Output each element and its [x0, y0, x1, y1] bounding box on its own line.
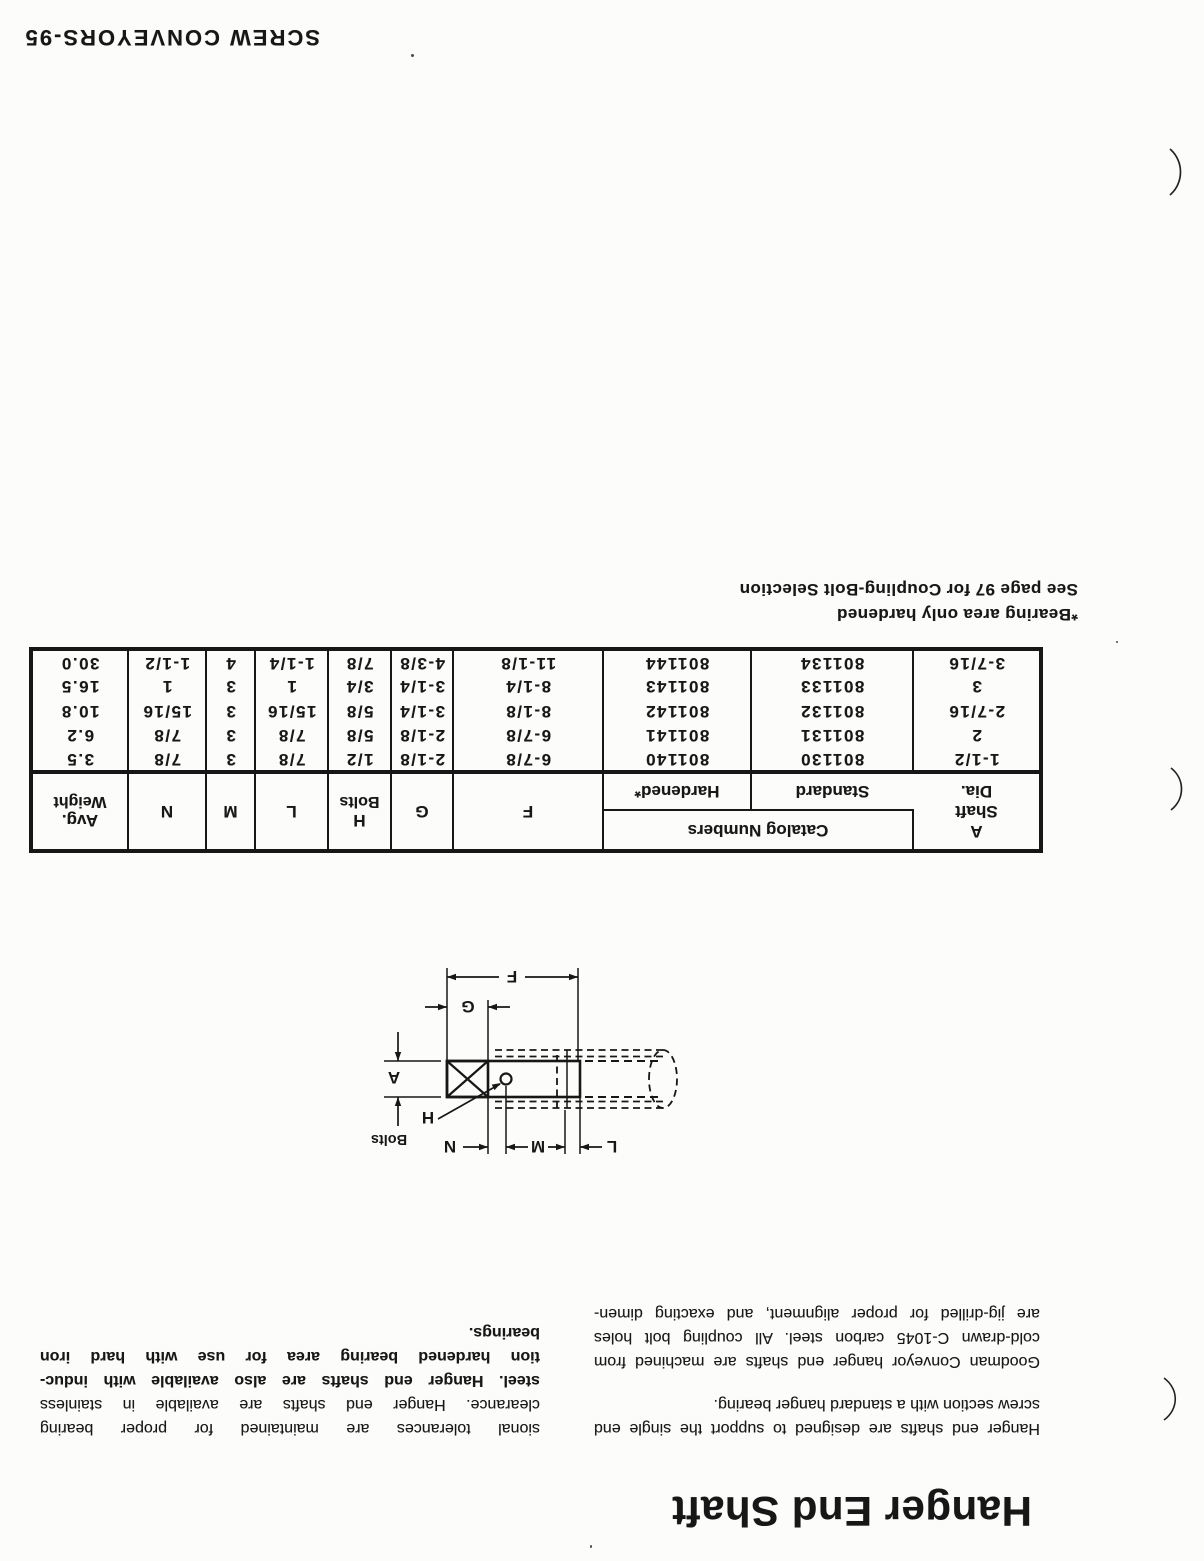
- paragraph-tolerances: [40, 1320, 540, 1440]
- dim-n-label: N: [443, 1137, 457, 1156]
- table-cell: 4-3/8: [391, 650, 453, 675]
- table-row: [31, 723, 1041, 748]
- table-cell: 801131: [751, 723, 913, 748]
- table-cell: 5/8: [328, 723, 391, 748]
- table-cell: 7/8: [255, 748, 328, 773]
- hanger-end-shaft-diagram: [330, 940, 750, 1190]
- col-header-h-bolts: [328, 772, 391, 851]
- dim-h-label: H: [421, 1108, 435, 1127]
- table-cell: 1: [128, 674, 206, 699]
- table-row: [31, 748, 1041, 773]
- table-row: [31, 699, 1041, 724]
- header-stack-line: Dia.: [960, 782, 993, 802]
- dim-f-label: F: [506, 967, 518, 986]
- table-cell: 30.0: [31, 650, 128, 675]
- table-cell: 3: [206, 748, 255, 773]
- spec-table: [29, 648, 1043, 854]
- table-cell: 801134: [751, 650, 913, 675]
- body-text-line: Goodman Conveyor hanger end shafts are machined from: [594, 1353, 1040, 1370]
- header-stack-line: Weight: [53, 793, 107, 811]
- binding-mark: [1159, 1376, 1187, 1422]
- table-cell: 1: [255, 674, 328, 699]
- table-cell: 15/16: [255, 699, 328, 724]
- table-cell: 7/8: [255, 723, 328, 748]
- header-stack-line: H: [353, 811, 366, 831]
- footnote: [739, 577, 1078, 627]
- paragraph-materials: [594, 1301, 1040, 1373]
- col-header-n: N: [128, 772, 206, 851]
- dim-m-label: M: [530, 1137, 546, 1156]
- scan-speck: [590, 1545, 592, 1548]
- binding-mark: [1166, 766, 1192, 812]
- binding-mark: [1165, 147, 1191, 197]
- page-footer: SCREW CONVEYORS-95: [23, 25, 320, 50]
- table-cell: 3-7/16: [947, 653, 1006, 673]
- footnote-line-1: *Bearing area only hardened: [836, 605, 1078, 624]
- table-cell: 2: [971, 726, 982, 746]
- scan-speck: [411, 54, 414, 57]
- table-cell: 7/8: [328, 650, 391, 675]
- col-header-g: G: [391, 772, 453, 851]
- table-cell: 7/8: [128, 748, 206, 773]
- spec-table-body: [31, 650, 1041, 773]
- page-title: Hanger End Shaft: [671, 1488, 1032, 1535]
- dim-l-label: L: [606, 1137, 618, 1156]
- table-cell: 3.5: [31, 748, 128, 773]
- table-cell: 801144: [603, 650, 751, 675]
- body-text-line: steel. Hanger end shafts are also available with induc-: [40, 1372, 540, 1389]
- table-cell: 10.8: [31, 699, 128, 724]
- header-stack-line: Shaft: [955, 802, 998, 822]
- col-header-hardened: Hardened*: [603, 772, 751, 810]
- table-cell: 6-7/8: [453, 748, 603, 773]
- table-cell: 6.2: [31, 723, 128, 748]
- col-header-m: M: [206, 772, 255, 851]
- col-header-l: L: [255, 772, 328, 851]
- col-header-f: F: [453, 772, 603, 851]
- dim-bolts-label: Bolts: [370, 1131, 408, 1147]
- header-stack-line: Avg.: [61, 811, 99, 831]
- body-column-2: [40, 1320, 540, 1440]
- table-cell: 801143: [603, 674, 751, 699]
- table-cell: 801132: [751, 699, 913, 724]
- header-stack-line: A: [970, 822, 983, 842]
- body-text-line: are jig-drilled for proper alignment, and exacting dimen-: [594, 1305, 1040, 1322]
- body-text-line: tion hardened bearing area for use with hard iron: [40, 1348, 540, 1365]
- dim-g-label: G: [461, 997, 475, 1016]
- table-cell: 1-1/4: [255, 650, 328, 675]
- table-cell: 11-1/8: [453, 650, 603, 675]
- col-header-avg-weight: [31, 772, 128, 851]
- body-text-line: bearings.: [468, 1324, 540, 1341]
- table-cell: 3-1/4: [391, 674, 453, 699]
- body-text-line: cold-drawn C-1045 carbon steel. All coupling bolt holes: [594, 1329, 1040, 1346]
- paragraph-intro: [594, 1392, 1040, 1440]
- table-row: [31, 674, 1041, 699]
- body-column-1: [594, 1301, 1040, 1440]
- dim-a-label: A: [387, 1068, 401, 1087]
- table-cell: 3: [206, 699, 255, 724]
- table-row: [31, 650, 1041, 675]
- body-text-line: clearance. Hanger end shafts are available in stainless: [40, 1396, 540, 1413]
- scan-speck: [1116, 641, 1118, 643]
- body-text-line: sional tolerances are maintained for proper bearing: [40, 1420, 540, 1437]
- table-cell: 3-1/4: [391, 699, 453, 724]
- table-cell: 2-7/16: [947, 701, 1006, 721]
- coupling-bolt-hole: [501, 1074, 512, 1085]
- col-header-standard: Standard: [751, 772, 913, 810]
- col-header-catalog-numbers: Catalog Numbers: [603, 810, 913, 851]
- table-cell: 801130: [751, 748, 913, 773]
- table-cell: 1-1/2: [953, 749, 1000, 769]
- screw-pipe-phantom: [493, 1050, 677, 1108]
- table-cell: 801142: [603, 699, 751, 724]
- table-cell: 15/16: [128, 699, 206, 724]
- header-stack-line: Bolts: [339, 793, 380, 811]
- table-cell: 801140: [603, 748, 751, 773]
- table-cell: 801141: [603, 723, 751, 748]
- table-cell: 2-1/8: [391, 723, 453, 748]
- table-cell: 2-1/8: [391, 748, 453, 773]
- table-cell: 7/8: [128, 723, 206, 748]
- table-cell: 5/8: [328, 699, 391, 724]
- table-cell: 3: [206, 723, 255, 748]
- col-header-shaft-dia: [913, 772, 1041, 851]
- table-cell: 801133: [751, 674, 913, 699]
- table-cell: 16.5: [31, 674, 128, 699]
- table-cell: 3/4: [328, 674, 391, 699]
- table-cell: 3: [206, 674, 255, 699]
- table-cell: 1/2: [328, 748, 391, 773]
- table-cell: 8-1/4: [453, 674, 603, 699]
- table-cell: 8-1/8: [453, 699, 603, 724]
- table-cell: 4: [206, 650, 255, 675]
- table-cell: 1-1/2: [128, 650, 206, 675]
- table-cell: 3: [971, 677, 982, 697]
- body-text-line: screw section with a standard hanger bearing.: [713, 1396, 1040, 1413]
- body-text-line: Hanger end shafts are designed to support the single end: [594, 1420, 1040, 1437]
- footnote-line-2: See page 97 for Coupling-Bolt Selection: [739, 580, 1078, 599]
- table-cell: 6-7/8: [453, 723, 603, 748]
